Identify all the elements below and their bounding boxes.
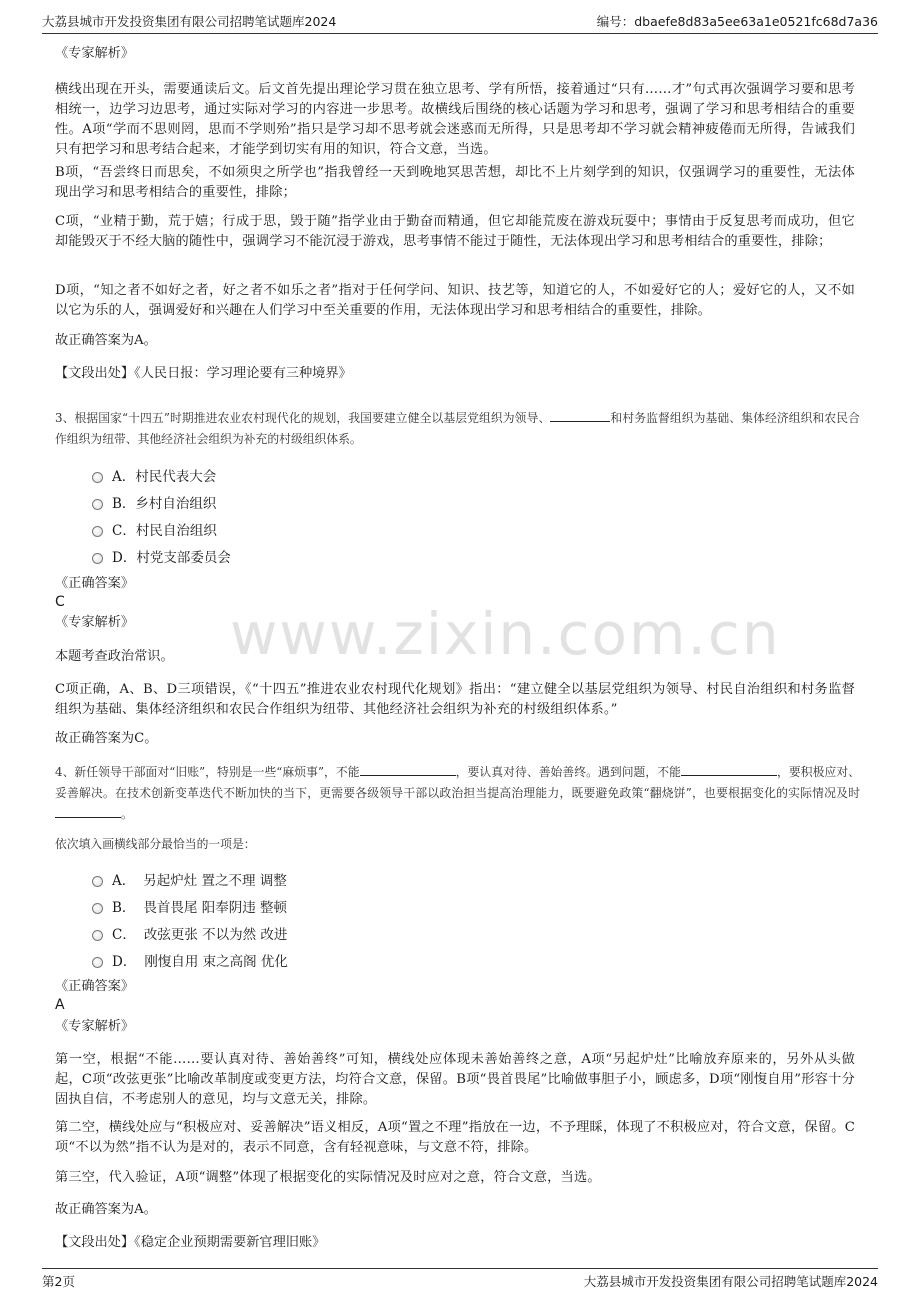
q4-analysis-para2: 第二空，横线处应与“积极应对、妥善解决”语义相反，A项“置之不理”指放在一边，不予理睬，体现了不积极应对，符合文意，保留。C项“不以为然”指不认为是对的，表示不同意，含有轻视意味，与文意不符，排除。: [55, 1120, 855, 1155]
q2-analysis-para1: 横线出现在开头，需要通读后文。后文首先提出理论学习贯在独立思考、学有所悟，接着通过“只有……才”句式再次强调学习要和思考相统一，边学习边思考，通过实际对学习的内容进一步思考。故横线后围绕的核心话题为学习和思考，强调了学习和思考相结合的重要性。A项“学而不思则罔，思而不学则殆”指只是学习却不思考就会迷惑而无所得，只是思考却不学习就会精神疲倦而无所得，告诫我们只有把学习和思考结合起来，才能学到切实有用的知识，符合文意，当选。: [55, 82, 855, 157]
q2-analysis-para2: B项，“吾尝终日而思矣，不如须臾之所学也”指我曾经一天到晚地冥思苦想，却比不上片刻学到的知识，仅强调学习的重要性，无法体现出学习和思考相结合的重要性，排除；: [55, 165, 855, 200]
q4-blank-2: [681, 763, 777, 776]
q4-answer-label: 《正确答案》: [55, 979, 135, 994]
q4-option-c[interactable]: C． 改弦更张 不以为然 改进: [92, 923, 287, 943]
q3-analysis-para1: 本题考查政治常识。: [55, 649, 174, 664]
q4-blank-1: [360, 763, 456, 776]
q4-stem: 4、新任领导干部面对“旧账”，特别是一些“麻烦事”，不能 ，要认真对待、善始善终。遇到问题，不能 ，要积极应对、妥善解决。在技术创新变革迭代不断加快的当下，更需要各级领导干部以政治担当提高治理能力，既要避免政策“翻烧饼”，也要根据变化的实际情况及时。: [55, 765, 860, 821]
header-title: 大荔县城市开发投资集团有限公司招聘笔试题库2024: [42, 14, 337, 29]
q3-option-d[interactable]: D． 村党支部委员会: [92, 546, 231, 566]
page-header: [42, 10, 878, 34]
q4-instruction: 依次填入画横线部分最恰当的一项是：: [55, 837, 256, 851]
radio-icon[interactable]: [92, 526, 103, 537]
q3-blank: [550, 409, 610, 422]
q4-option-a[interactable]: A． 另起炉灶 置之不理 调整: [92, 869, 287, 889]
q3-analysis-para2: C项正确，A、B、D三项错误，《“十四五”推进农业农村现代化规划》指出：“建立健全以基层党组织为领导、村民自治组织和村务监督组织为基础、集体经济组织和农民合作组织为纽带、其他经济社会组织为补充的村级组织体系。”: [55, 682, 855, 717]
q3-conclusion: 故正确答案为C。: [55, 731, 158, 746]
radio-icon[interactable]: [92, 903, 103, 914]
q4-conclusion: 故正确答案为A。: [55, 1202, 157, 1217]
q3-option-b[interactable]: B． 乡村自治组织: [92, 492, 216, 512]
page-footer: [42, 1268, 878, 1292]
q3-answer: C: [55, 594, 65, 610]
q4-blank-3: [55, 805, 121, 818]
q4-analysis-para3: 第三空，代入验证，A项“调整”体现了根据变化的实际情况及时应对之意，符合文意，当选。: [55, 1170, 601, 1185]
q2-conclusion: 故正确答案为A。: [55, 333, 157, 348]
q4-option-b[interactable]: B． 畏首畏尾 阳奉阴违 整顿: [92, 896, 287, 916]
q4-analysis-para1: 第一空，根据“不能……要认真对待、善始善终”可知，横线处应体现未善始善终之意，A项“另起炉灶”比喻放弃原来的，另外从头做起，C项“改弦更张”比喻改革制度或变更方法，均符合文意，保留。B项“畏首畏尾”比喻做事胆子小，顾虑多，D项“刚愎自用”形容十分固执自信，不考虑别人的意见，均与文意无关，排除。: [55, 1052, 855, 1107]
q3-option-c[interactable]: C． 村民自治组织: [92, 519, 217, 539]
q2-analysis-para3: C项，“业精于勤，荒于嬉；行成于思，毁于随”指学业由于勤奋而精通，但它却能荒废在游戏玩耍中；事情由于反复思考而成功，但它却能毁灭于不经大脑的随性中，强调学习不能沉浸于游戏，思考事情不能过于随性，无法体现出学习和思考相结合的重要性，排除；: [55, 214, 855, 249]
radio-icon[interactable]: [92, 930, 103, 941]
header-code: 编号：dbaefe8d83a5ee63a1e0521fc68d7a36: [596, 14, 878, 29]
watermark: www.zixin.com.cn: [230, 600, 781, 668]
radio-icon[interactable]: [92, 499, 103, 510]
q2-analysis-para4: D项，“知之者不如好之者，好之者不如乐之者”指对于任何学问、知识、技艺等，知道它的人，不如爱好它的人；爱好它的人，又不如以它为乐的人，强调爱好和兴趣在人们学习中至关重要的作用，无法体现出学习和思考相结合的重要性，排除。: [55, 283, 855, 318]
q4-source: 【文段出处】《稳定企业预期需要新官理旧账》: [55, 1235, 326, 1250]
radio-icon[interactable]: [92, 553, 103, 564]
q3-stem: 3、根据国家“十四五”时期推进农业农村现代化的规划，我国要建立健全以基层党组织为领导、 和村务监督组织为基础、集体经济组织和农民合作组织为纽带、其他经济社会组织为补充的村级组织体系。: [55, 411, 860, 446]
radio-icon[interactable]: [92, 957, 103, 968]
radio-icon[interactable]: [92, 472, 103, 483]
q3-answer-label: 《正确答案》: [55, 576, 135, 591]
q4-expert-label: 《专家解析》: [55, 1019, 135, 1034]
footer-title: 大荔县城市开发投资集团有限公司招聘笔试题库2024: [583, 1274, 878, 1289]
page-number: 第2页: [42, 1274, 75, 1289]
q2-source: 【文段出处】《人民日报：学习理论要有三种境界》: [55, 366, 352, 381]
q4-option-d[interactable]: D． 刚愎自用 束之高阁 优化: [92, 950, 288, 970]
radio-icon[interactable]: [92, 876, 103, 887]
q4-answer: A: [55, 997, 65, 1013]
q3-option-a[interactable]: A． 村民代表大会: [92, 465, 216, 485]
q2-expert-label: 《专家解析》: [55, 46, 135, 61]
q3-expert-label: 《专家解析》: [55, 615, 135, 630]
